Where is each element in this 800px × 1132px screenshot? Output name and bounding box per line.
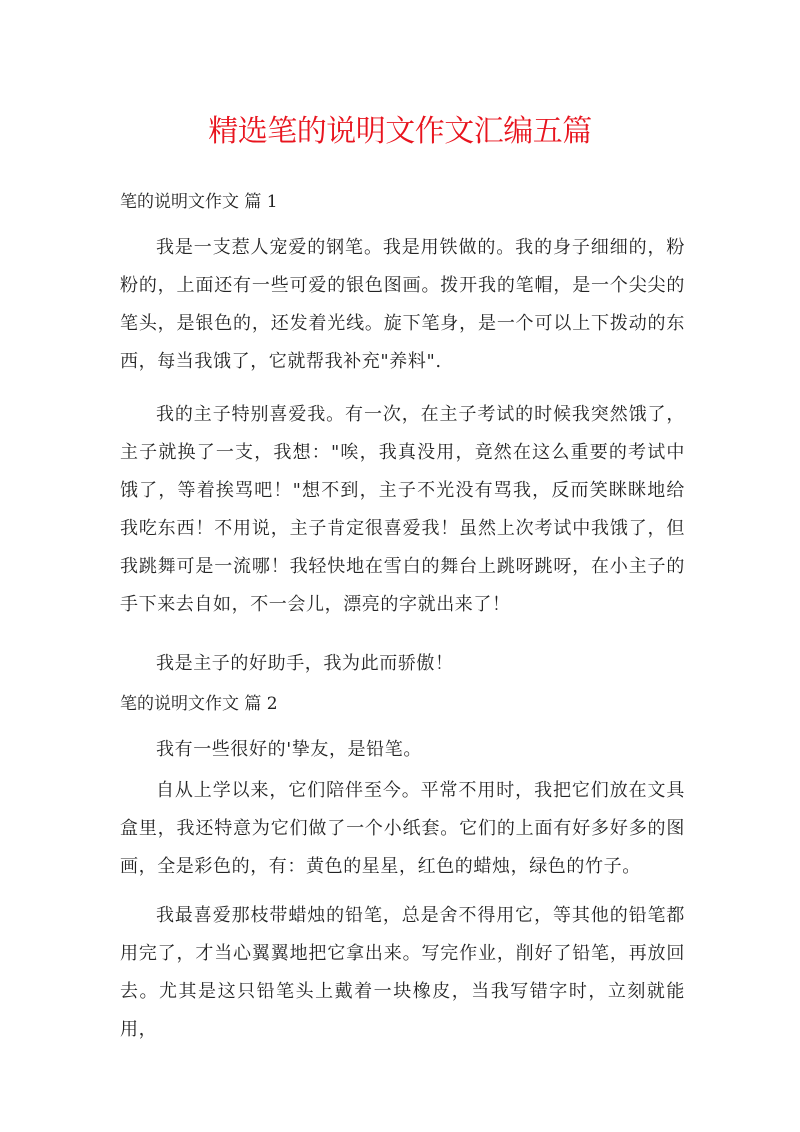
paragraph-1-2: 我的主子特别喜爱我。有一次，在主子考试的时候我突然饿了，主子就换了一支，我想："唉，我真没用，竟然在这么重要的考试中饿了，等着挨骂吧！"想不到，主子不光没有骂我，反而笑眯眯地给我吃东西！不用说，主子肯定很喜爱我！虽然上次考试中我饿了，但我跳舞可是一流哪！我轻快地在雪白的舞台上跳呀跳呀，在小主子的手下来去自如，不一会儿，漂亮的字就出来了！: [120, 404, 685, 615]
paragraph-2-1: 我有一些很好的'挚友，是铅笔。: [156, 739, 422, 760]
section-heading-1: 笔的说明文作文 篇 1: [120, 192, 278, 212]
paragraph-1-3: 我是主子的好助手，我为此而骄傲！: [156, 653, 454, 674]
paragraph-1-1: 我是一支惹人宠爱的钢笔。我是用铁做的。我的身子细细的，粉粉的，上面还有一些可爱的银色图画。拨开我的笔帽，是一个尖尖的笔头，是银色的，还发着光线。旋下笔身，是一个可以上下拨动的东西，每当我饿了，它就帮我补充"养料".: [120, 237, 685, 372]
section-heading-2: 笔的说明文作文 篇 2: [120, 694, 278, 714]
document-title: 精选笔的说明文作文汇编五篇: [208, 114, 592, 149]
paragraph-2-3: 我最喜爱那枝带蜡烛的铅笔，总是舍不得用它，等其他的铅笔都用完了，才当心翼翼地把它拿出来。写完作业，削好了铅笔，再放回去。尤其是这只铅笔头上戴着一块橡皮，当我写错字时，立刻就能用，: [120, 905, 685, 1040]
paragraph-2-2: 自从上学以来，它们陪伴至今。平常不用时，我把它们放在文具盒里，我还特意为它们做了一个小纸套。它们的上面有好多好多的图画，全是彩色的，有：黄色的星星，红色的蜡烛，绿色的竹子。: [120, 780, 685, 877]
